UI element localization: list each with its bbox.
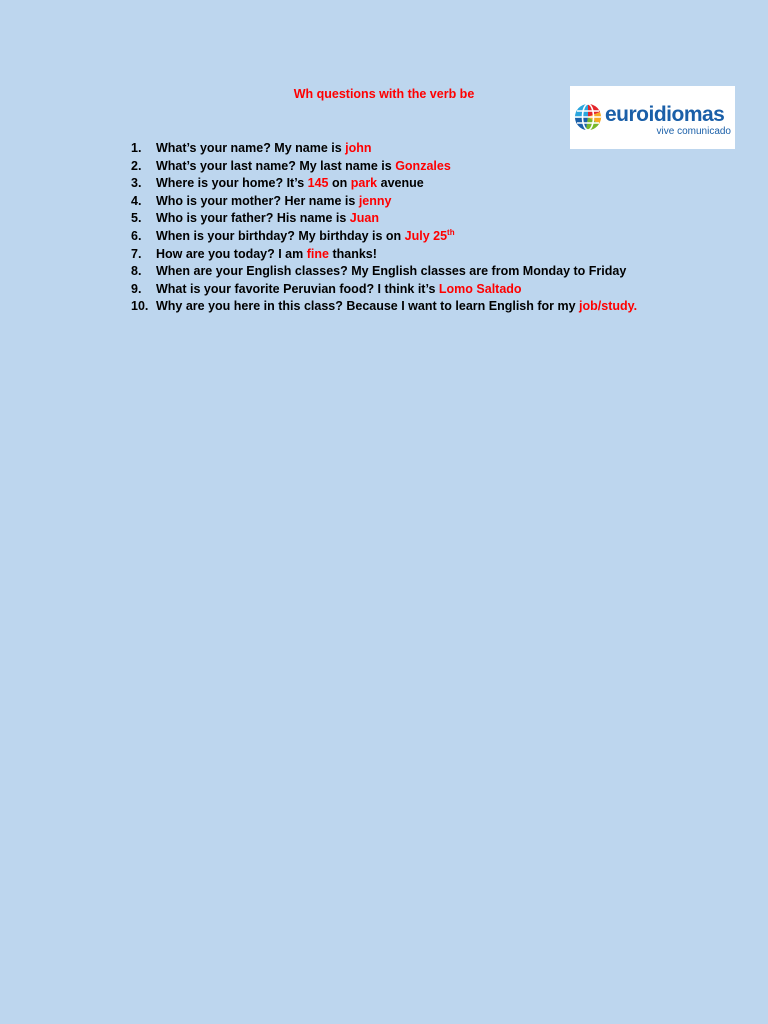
question-text: What is your favorite Peruvian food? I think it’s — [156, 281, 439, 296]
list-item — [131, 298, 637, 316]
item-number: 6. — [131, 228, 142, 243]
answer-text-2: park — [350, 176, 378, 191]
question-text-tail: thanks! — [328, 246, 377, 261]
list-item — [131, 175, 637, 193]
question-text: What’s your name? My name is — [156, 141, 346, 155]
item-number: 10. — [131, 299, 149, 314]
answer-text: Lomo Saltado — [438, 281, 522, 296]
list-item — [131, 246, 637, 264]
list-item — [131, 158, 637, 176]
answer-text: Juan — [349, 211, 379, 226]
question-text-tail: avenue — [377, 176, 424, 191]
answer-text: job/study. — [579, 299, 638, 314]
list-item — [131, 263, 637, 281]
answer-text: July 25 — [404, 228, 448, 243]
list-item — [131, 281, 637, 299]
answer-text: Gonzales — [395, 158, 451, 173]
question-text: How are you today? I am — [156, 246, 307, 261]
answer-text: jenny — [358, 193, 392, 208]
item-number: 5. — [131, 211, 142, 226]
globe-icon — [574, 103, 602, 131]
question-text: Where is your home? It’s — [156, 176, 308, 191]
logo-tagline: vive comunicado — [656, 126, 731, 137]
ordinal-suffix: th — [447, 227, 455, 237]
list-item — [131, 228, 637, 246]
question-text-mid: on — [328, 176, 351, 191]
answer-text: 145 — [307, 176, 329, 191]
item-number: 1. — [131, 141, 142, 155]
question-text: When are your English classes? My English classes are from Monday to Friday — [156, 264, 627, 279]
question-text: Who is your father? His name is — [156, 211, 350, 226]
answer-text: john — [345, 141, 372, 155]
list-item — [131, 193, 637, 211]
item-number: 7. — [131, 246, 142, 261]
question-text: Who is your mother? Her name is — [156, 193, 359, 208]
item-number: 9. — [131, 281, 142, 296]
logo-brand-text: euroidiomas — [605, 103, 725, 126]
question-text: What’s your last name? My last name is — [156, 158, 396, 173]
answer-text: fine — [306, 246, 329, 261]
item-number: 4. — [131, 193, 142, 208]
item-number: 8. — [131, 264, 142, 279]
question-text: Why are you here in this class? Because I want to learn English for my — [156, 299, 580, 314]
list-item — [131, 140, 637, 158]
item-number: 2. — [131, 158, 142, 173]
list-item — [131, 210, 637, 228]
item-number: 3. — [131, 176, 142, 191]
questions-list — [131, 140, 637, 316]
question-text: When is your birthday? My birthday is on — [156, 228, 405, 243]
page-title: Wh questions with the verb be — [293, 87, 475, 101]
